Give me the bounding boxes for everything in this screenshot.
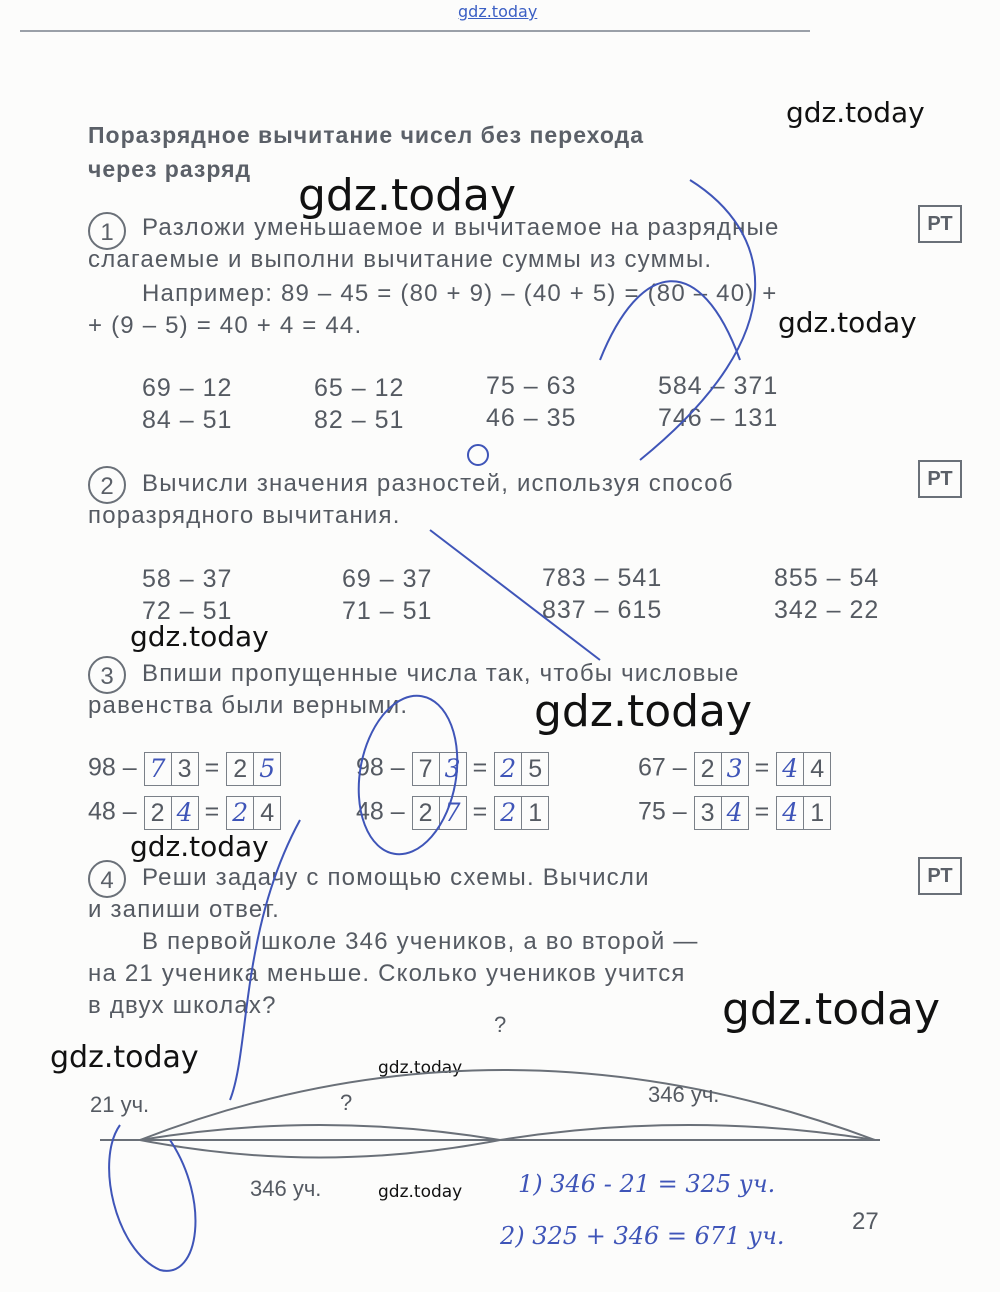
answer-box[interactable]: 5 [253, 752, 281, 786]
digit-box: 3 [694, 796, 722, 830]
scheme-label-right: 346 уч. [648, 1082, 720, 1107]
answer-box[interactable]: 2 [494, 796, 522, 830]
watermark: gdz.today [786, 96, 925, 129]
title-line-2: через разряд [88, 156, 252, 182]
expr: 837 – 615 [542, 596, 663, 624]
badge-rt: РТ [918, 857, 962, 895]
watermark: gdz.today [534, 686, 753, 737]
answer-box[interactable]: 4 [171, 796, 199, 830]
digit-box: 1 [803, 796, 831, 830]
answer-box[interactable]: 2 [494, 752, 522, 786]
watermark-top: gdz.today [458, 2, 538, 21]
answer-box[interactable]: 4 [776, 752, 804, 786]
scheme-bottom-arc [140, 1140, 500, 1158]
task-1-line-1: Разложи уменьшаемое и вычитаемое на разрядные [142, 214, 780, 241]
task-1-number: 1 [88, 212, 126, 250]
equation: 48 – 2 4 = 2 4 [88, 796, 280, 830]
task-4-number: 4 [88, 860, 126, 898]
scheme-top-arc [140, 1070, 875, 1140]
pen-scribble [230, 820, 300, 1100]
expr: 746 – 131 [658, 404, 779, 432]
watermark: gdz.today [722, 984, 941, 1035]
task-1-line-2: слагаемые и выполни вычитание суммы из суммы. [88, 246, 713, 273]
digit-box: 2 [694, 752, 722, 786]
digit-box: 2 [226, 752, 254, 786]
scheme-left-arc [140, 1125, 500, 1140]
expr: 82 – 51 [314, 406, 405, 434]
answer-box[interactable]: 7 [439, 796, 467, 830]
expr: 342 – 22 [774, 596, 880, 624]
scheme-question-top: ? [494, 1012, 507, 1037]
expr: 84 – 51 [142, 406, 233, 434]
task-4-line-2: и запиши ответ. [88, 896, 280, 923]
pen-scribble [468, 445, 488, 465]
digit-box: 4 [803, 752, 831, 786]
answer-box[interactable]: 4 [721, 796, 749, 830]
expr: 65 – 12 [314, 374, 405, 402]
page-number: 27 [852, 1208, 879, 1235]
digit-box: 1 [521, 796, 549, 830]
digit-box: 7 [412, 752, 440, 786]
digit-box: 5 [521, 752, 549, 786]
expr: 72 – 51 [142, 597, 233, 625]
scheme-right-arc [500, 1125, 875, 1140]
answer-box[interactable]: 2 [226, 796, 254, 830]
task-2-line-1: Вычисли значения разностей, используя способ [142, 470, 734, 497]
pen-scribble [430, 530, 600, 660]
digit-box: 3 [171, 752, 199, 786]
equation: 48 – 2 7 = 2 1 [356, 796, 548, 830]
watermark: gdz.today [778, 306, 917, 339]
scheme-label-left: 21 уч. [90, 1092, 150, 1117]
expr: 855 – 54 [774, 564, 880, 592]
expr: 584 – 371 [658, 372, 779, 400]
pen-scribble [347, 688, 469, 862]
watermark: gdz.today [298, 170, 517, 221]
answer-box[interactable]: 3 [439, 752, 467, 786]
pen-scribble [640, 180, 755, 460]
task-2-line-2: поразрядного вычитания. [88, 502, 401, 529]
watermark: gdz.today [130, 830, 269, 863]
task-4-line-5: в двух школах? [88, 992, 277, 1019]
expr: 69 – 37 [342, 565, 433, 593]
task-4-line-4: на 21 ученика меньше. Сколько учеников учится [88, 960, 686, 987]
task-3-number: 3 [88, 656, 126, 694]
watermark: gdz.today [378, 1058, 463, 1078]
expr: 75 – 63 [486, 372, 577, 400]
watermark: gdz.today [378, 1182, 463, 1202]
badge-rt: РТ [918, 205, 962, 243]
pen-scribble [600, 281, 740, 360]
badge-rt: РТ [918, 460, 962, 498]
task-3-line-2: равенства были верными. [88, 692, 409, 719]
task-3-line-1: Впиши пропущенные числа так, чтобы числовые [142, 660, 740, 687]
answer-box[interactable]: 3 [721, 752, 749, 786]
expr: 71 – 51 [342, 597, 433, 625]
expr: 783 – 541 [542, 564, 663, 592]
task-2-number: 2 [88, 466, 126, 504]
task-1-example-2: + (9 – 5) = 40 + 4 = 44. [88, 312, 363, 339]
equation: 98 – 7 3 = 2 5 [356, 752, 548, 786]
answer-box[interactable]: 7 [144, 752, 172, 786]
digit-box: 2 [144, 796, 172, 830]
task-4-line-1: Реши задачу с помощью схемы. Вычисли [142, 864, 650, 891]
digit-box: 2 [412, 796, 440, 830]
expr: 69 – 12 [142, 374, 233, 402]
digit-box: 4 [253, 796, 281, 830]
equation: 67 – 2 3 = 4 4 [638, 752, 830, 786]
task-4-line-3: В первой школе 346 учеников, а во второй — [142, 928, 699, 955]
watermark: gdz.today [130, 620, 269, 653]
equation: 75 – 3 4 = 4 1 [638, 796, 830, 830]
equation: 98 – 7 3 = 2 5 [88, 752, 280, 786]
handwritten-answer-1: 1) 346 - 21 = 325 уч. [518, 1170, 776, 1198]
task-1-example-1: Например: 89 – 45 = (80 + 9) – (40 + 5) = (80 – 40) + [142, 280, 778, 307]
expr: 58 – 37 [142, 565, 233, 593]
title-line-1: Поразрядное вычитание чисел без перехода [88, 122, 645, 148]
expr: 46 – 35 [486, 404, 577, 432]
answer-box[interactable]: 4 [776, 796, 804, 830]
scheme-question-mid: ? [340, 1090, 353, 1115]
scheme-label-bottom: 346 уч. [250, 1176, 322, 1201]
watermark: gdz.today [50, 1040, 199, 1075]
handwritten-answer-2: 2) 325 + 346 = 671 уч. [500, 1222, 785, 1250]
